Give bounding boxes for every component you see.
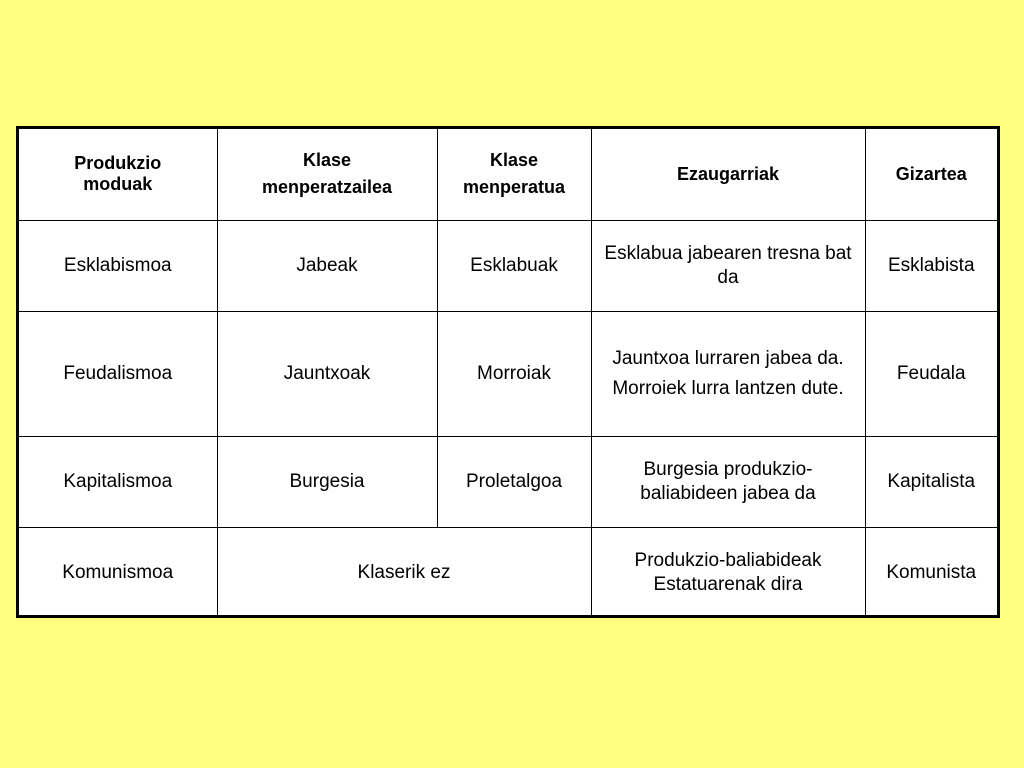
table-row: [19, 527, 997, 618]
cell-dominated: Proletalgoa: [437, 436, 591, 527]
table-row: [19, 220, 997, 311]
cell-mode: Kapitalismoa: [19, 436, 217, 527]
header-production-modes: [19, 129, 217, 220]
table-header-row: [19, 129, 997, 220]
feature-text: Burgesia produkzio-baliabideen jabea da: [640, 458, 816, 504]
cell-classes-merged: Klaserik ez: [217, 527, 591, 618]
header-line: Gizartea: [895, 163, 967, 184]
header-society: [865, 129, 997, 220]
cell-society: Kapitalista: [865, 436, 997, 527]
cell-society: Feudala: [865, 311, 997, 436]
cell-society: Komunista: [865, 527, 997, 618]
table-row: [19, 311, 997, 436]
cell-dominant: Burgesia: [217, 436, 437, 527]
header-line: Klase: [489, 150, 539, 171]
cell-dominated: Esklabuak: [437, 220, 591, 311]
cell-society: Esklabista: [865, 220, 997, 311]
cell-features: [591, 527, 865, 618]
table-row: [19, 436, 997, 527]
feature-text: Esklabua jabearen tresna bat da: [604, 242, 852, 288]
header-line: menperatua: [462, 177, 566, 198]
feature-text: Jauntxoa lurraren jabea da.: [612, 347, 844, 369]
header-line: Produkzio: [74, 152, 162, 173]
header-dominant-class: [217, 129, 437, 220]
table: [19, 129, 997, 618]
feature-text: Morroiek lurra lantzen dute.: [612, 377, 844, 399]
cell-features: [591, 436, 865, 527]
feature-text: Produkzio-baliabideak Estatuarenak dira: [634, 550, 822, 595]
cell-dominant: Jabeak: [217, 220, 437, 311]
cell-mode: Komunismoa: [19, 527, 217, 618]
modes-of-production-table: [16, 126, 1000, 618]
header-line: Ezaugarriak: [676, 163, 780, 184]
header-dominated-class: [437, 129, 591, 220]
cell-mode: Esklabismoa: [19, 220, 217, 311]
header-features: [591, 129, 865, 220]
header-line: moduak: [83, 174, 153, 195]
cell-mode: Feudalismoa: [19, 311, 217, 436]
cell-features: [591, 311, 865, 436]
cell-dominant: Jauntxoak: [217, 311, 437, 436]
cell-dominated: Morroiak: [437, 311, 591, 436]
header-line: menperatzailea: [261, 177, 393, 198]
header-line: Klase: [302, 150, 352, 171]
cell-features: [591, 220, 865, 311]
